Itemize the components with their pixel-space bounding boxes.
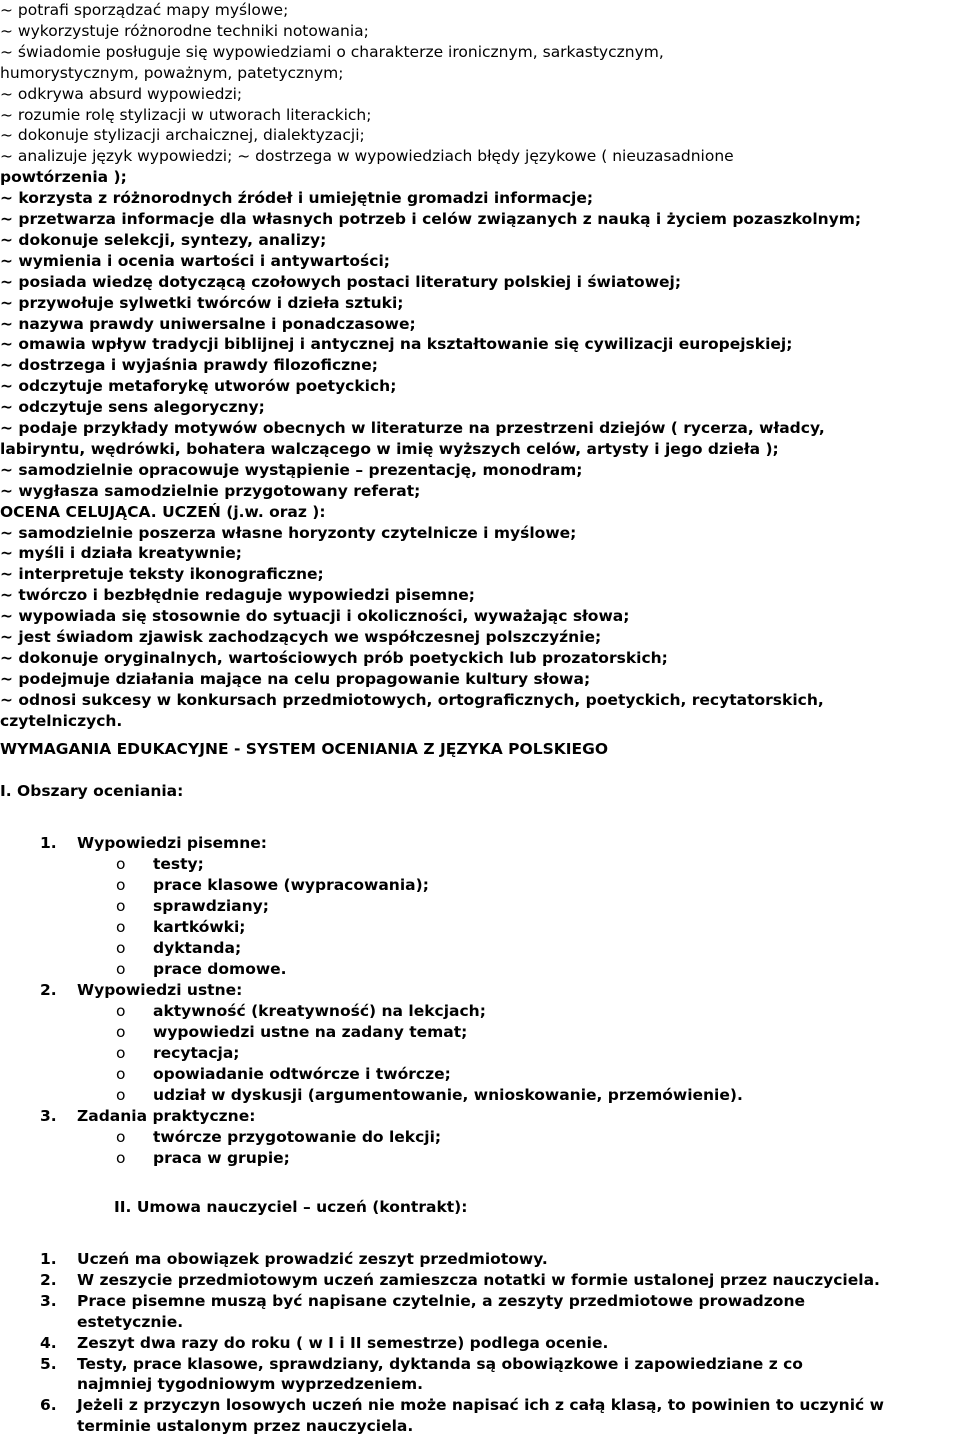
area-number: 1. (40, 834, 57, 852)
criteria-line: ~ wykorzystuje różnorodne techniki notowania; (0, 21, 369, 40)
criteria-line: ~ potrafi sporządzać mapy myślowe; (0, 1, 289, 19)
bullet-icon: o (116, 1149, 126, 1167)
area-number: 2. (40, 981, 57, 999)
area-item: aktywność (kreatywność) na lekcjach; (153, 1002, 486, 1020)
contract-text: Uczeń ma obowiązek prowadzić zeszyt przedmiotowy. (77, 1250, 548, 1268)
bullet-icon: o (116, 939, 126, 957)
contract-number: 2. (40, 1270, 57, 1289)
contract-text: W zeszycie przedmiotowym uczeń zamieszcza notatki w formie ustalonej przez nauczyciela. (77, 1270, 880, 1289)
area-item: opowiadanie odtwórcze i twórcze; (153, 1065, 451, 1083)
area-item: wypowiedzi ustne na zadany temat; (153, 1023, 468, 1041)
area-item: prace domowe. (153, 960, 287, 978)
contract-text: najmniej tygodniowym wyprzedzeniem. (77, 1375, 424, 1394)
criteria-line: ~ samodzielnie poszerza własne horyzonty czytelnicze i myślowe; (0, 523, 577, 542)
criteria-line: ~ przetwarza informacje dla własnych potrzeb i celów związanych z nauką i życiem pozaszkolnym; (0, 210, 862, 228)
criteria-line: ~ korzysta z różnorodnych źródeł i umiejętnie gromadzi informacje; (0, 189, 594, 208)
bullet-icon: o (116, 855, 126, 873)
criteria-line: ~ podejmuje działania mające na celu propagowanie kultury słowa; (0, 669, 591, 688)
contract-text: Prace pisemne muszą być napisane czytelnie, a zeszyty przedmiotowe prowadzone (77, 1291, 805, 1310)
contract-heading: II. Umowa nauczyciel – uczeń (kontrakt): (114, 1198, 468, 1216)
criteria-line: labiryntu, wędrówki, bohatera walczącego w imię wyższych celów, artysty i jego dzieła ); (0, 439, 779, 458)
bullet-icon: o (116, 1002, 126, 1020)
criteria-line: ~ dokonuje stylizacji archaicznej, dialektyzacji; (0, 126, 365, 145)
contract-text: Jeżeli z przyczyn losowych uczeń nie może napisać ich z całą klasą, to powinien to uczynić w (77, 1396, 884, 1415)
criteria-line: ~ przywołuje sylwetki twórców i dzieła sztuki; (0, 293, 404, 312)
criteria-line: ~ myśli i działa kreatywnie; (0, 544, 242, 563)
contract-text: Testy, prace klasowe, sprawdziany, dyktanda są obowiązkowe i zapowiedziane z co (77, 1354, 803, 1373)
contract-number: 5. (40, 1354, 57, 1373)
area-item: udział w dyskusji (argumentowanie, wnioskowanie, przemówienie). (153, 1086, 743, 1104)
area-item: kartkówki; (153, 918, 246, 936)
criteria-line: ~ dokonuje selekcji, syntezy, analizy; (0, 230, 327, 249)
criteria-line: OCENA CELUJĄCA. UCZEŃ (j.w. oraz ): (0, 502, 326, 521)
contract-number: 1. (40, 1250, 57, 1268)
criteria-line: ~ dostrzega i wyjaśnia prawdy filozoficzne; (0, 356, 378, 375)
criteria-line: ~ interpretuje teksty ikonograficzne; (0, 565, 324, 584)
criteria-line: ~ posiada wiedzę dotyczącą czołowych postaci literatury polskiej i światowej; (0, 272, 682, 291)
bullet-icon: o (116, 1065, 126, 1083)
criteria-line: ~ twórczo i bezbłędnie redaguje wypowiedzi pisemne; (0, 586, 475, 605)
criteria-line: powtórzenia ); (0, 168, 127, 187)
area-item: prace klasowe (wypracowania); (153, 876, 429, 894)
criteria-line: ~ odkrywa absurd wypowiedzi; (0, 84, 243, 103)
bullet-icon: o (116, 1044, 126, 1062)
area-title: Wypowiedzi ustne: (77, 981, 243, 999)
contract-text: Zeszyt dwa razy do roku ( w I i II semestrze) podlega ocenie. (77, 1333, 609, 1352)
bullet-icon: o (116, 1023, 126, 1041)
bullet-icon: o (116, 960, 126, 978)
bullet-icon: o (116, 1128, 126, 1146)
area-number: 3. (40, 1107, 57, 1125)
criteria-line: ~ rozumie rolę stylizacji w utworach literackich; (0, 105, 372, 124)
criteria-line: ~ nazywa prawdy uniwersalne i ponadczasowe; (0, 314, 416, 333)
area-title: Wypowiedzi pisemne: (77, 834, 267, 852)
criteria-line: czytelniczych. (0, 711, 123, 730)
area-item: praca w grupie; (153, 1149, 290, 1167)
area-item: dyktanda; (153, 939, 242, 957)
contract-text: estetycznie. (77, 1312, 184, 1331)
bullet-icon: o (116, 1086, 126, 1104)
area-item: testy; (153, 855, 204, 873)
criteria-line: ~ omawia wpływ tradycji biblijnej i antycznej na kształtowanie się cywilizacji europejskiej; (0, 335, 793, 354)
area-item: twórcze przygotowanie do lekcji; (153, 1128, 442, 1146)
area-title: Zadania praktyczne: (77, 1107, 256, 1125)
criteria-line: ~ wymienia i ocenia wartości i antywartości; (0, 251, 390, 270)
area-item: sprawdziany; (153, 897, 269, 915)
criteria-line: ~ odnosi sukcesy w konkursach przedmiotowych, ortograficznych, poetyckich, recytatorskich, (0, 690, 824, 709)
bullet-icon: o (116, 918, 126, 936)
contract-text: terminie ustalonym przez nauczyciela. (77, 1417, 414, 1436)
main-heading: WYMAGANIA EDUKACYJNE - SYSTEM OCENIANIA Z JĘZYKA POLSKIEGO (0, 740, 609, 758)
bullet-icon: o (116, 897, 126, 915)
bullet-icon: o (116, 876, 126, 894)
criteria-line: ~ podaje przykłady motywów obecnych w literaturze na przestrzeni dziejów ( rycerza, władcy, (0, 419, 825, 437)
area-item: recytacja; (153, 1044, 240, 1062)
criteria-line: ~ wypowiada się stosownie do sytuacji i okoliczności, wyważając słowa; (0, 607, 630, 626)
criteria-line: ~ samodzielnie opracowuje wystąpienie – prezentację, monodram; (0, 460, 583, 479)
criteria-line: ~ dokonuje oryginalnych, wartościowych prób poetyckich lub prozatorskich; (0, 648, 668, 667)
criteria-line: ~ analizuje język wypowiedzi; ~ dostrzega w wypowiedziach błędy językowe ( nieuzasadnione (0, 147, 734, 166)
criteria-line: ~ odczytuje sens alegoryczny; (0, 398, 265, 417)
criteria-line: humorystycznym, poważnym, patetycznym; (0, 63, 344, 82)
criteria-line: ~ odczytuje metaforykę utworów poetyckich; (0, 377, 397, 396)
areas-heading: I. Obszary oceniania: (0, 782, 184, 800)
contract-number: 6. (40, 1396, 57, 1415)
contract-number: 4. (40, 1333, 57, 1352)
criteria-line: ~ jest świadom zjawisk zachodzących we współczesnej polszczyźnie; (0, 628, 602, 646)
criteria-line: ~ świadomie posługuje się wypowiedziami o charakterze ironicznym, sarkastycznym, (0, 42, 664, 61)
contract-number: 3. (40, 1291, 57, 1310)
criteria-line: ~ wygłasza samodzielnie przygotowany referat; (0, 481, 421, 500)
